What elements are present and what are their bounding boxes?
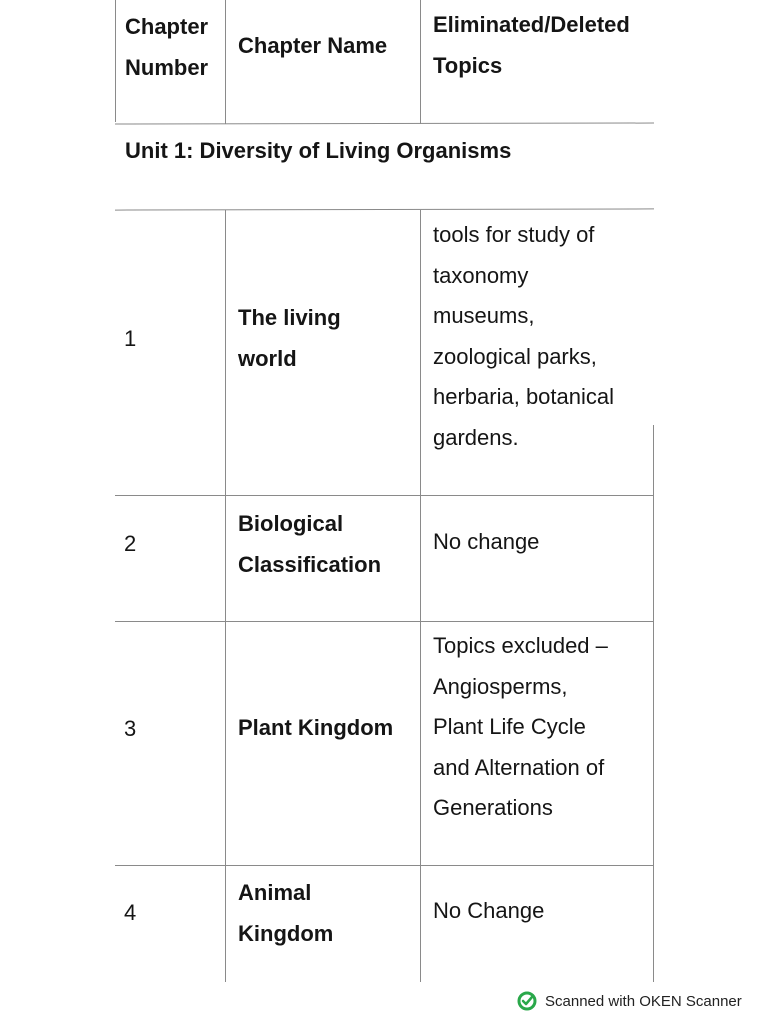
row-3-bottom-border <box>115 865 654 866</box>
row-1-topic-line: tools for study of <box>433 222 595 247</box>
row-3-name: Plant Kingdom <box>238 715 394 740</box>
table-right-border <box>653 425 654 982</box>
header-chapter-number-line-2: Number <box>125 54 209 80</box>
row-2-name <box>238 504 381 585</box>
row-1-topic-line: museums, <box>433 303 535 328</box>
row-2-bottom-border <box>115 621 654 622</box>
header-eliminated-topics <box>433 5 630 86</box>
row-4-name <box>238 873 333 954</box>
column-divider-1 <box>225 0 226 124</box>
row-1-topics <box>433 215 614 458</box>
row-3-topic-line: Plant Life Cycle <box>433 714 586 739</box>
header-eliminated-topics-line-2: Topics <box>433 52 503 78</box>
row-1-topic-line: taxonomy <box>433 262 529 288</box>
row-3-topic-line: Generations <box>433 795 553 820</box>
oken-scanner-logo-icon <box>517 991 539 1011</box>
header-chapter-number <box>125 7 208 88</box>
row-1-topic-line: herbaria, botanical <box>433 384 615 409</box>
row-3-topic-line: Topics excluded – <box>433 633 608 658</box>
row-4-name-line-1: Animal <box>238 880 312 905</box>
row-1-topic-line: gardens. <box>433 424 519 450</box>
scanner-watermark-text: Scanned with OKEN Scanner <box>545 992 742 1010</box>
row-2-name-line-1: Biological <box>238 511 344 536</box>
row-1-number: 1 <box>124 326 137 351</box>
row-2-number: 2 <box>124 531 137 556</box>
column-divider-2 <box>420 210 421 982</box>
row-3-topic-line: and Alternation of <box>433 754 605 780</box>
row-2-topics: No change <box>433 529 540 554</box>
row-4-name-line-2: Kingdom <box>238 920 334 946</box>
header-chapter-number-line-1: Chapter <box>125 14 209 39</box>
row-3-topics <box>433 626 608 829</box>
unit-title: Unit 1: Diversity of Living Organisms <box>125 138 512 163</box>
header-eliminated-topics-line-1: Eliminated/Deleted <box>433 12 630 37</box>
row-1-bottom-border <box>115 495 654 496</box>
row-4-number: 4 <box>124 900 137 925</box>
header-bottom-border <box>115 123 654 125</box>
row-3-topic-line: Angiosperms, <box>433 673 568 699</box>
row-3-number: 3 <box>124 716 137 741</box>
unit-row-bottom-border <box>115 208 654 210</box>
table-left-border <box>115 0 116 122</box>
row-1-name-line-1: The living <box>238 305 341 330</box>
row-1-topic-line: zoological parks, <box>433 343 597 369</box>
scanner-watermark <box>517 990 742 1012</box>
row-1-name <box>238 298 341 379</box>
column-divider-2 <box>420 0 421 124</box>
header-chapter-name: Chapter Name <box>238 33 388 58</box>
row-1-name-line-2: world <box>238 345 297 371</box>
row-2-name-line-2: Classification <box>238 551 382 577</box>
row-4-topics: No Change <box>433 898 545 923</box>
column-divider-1 <box>225 210 226 982</box>
